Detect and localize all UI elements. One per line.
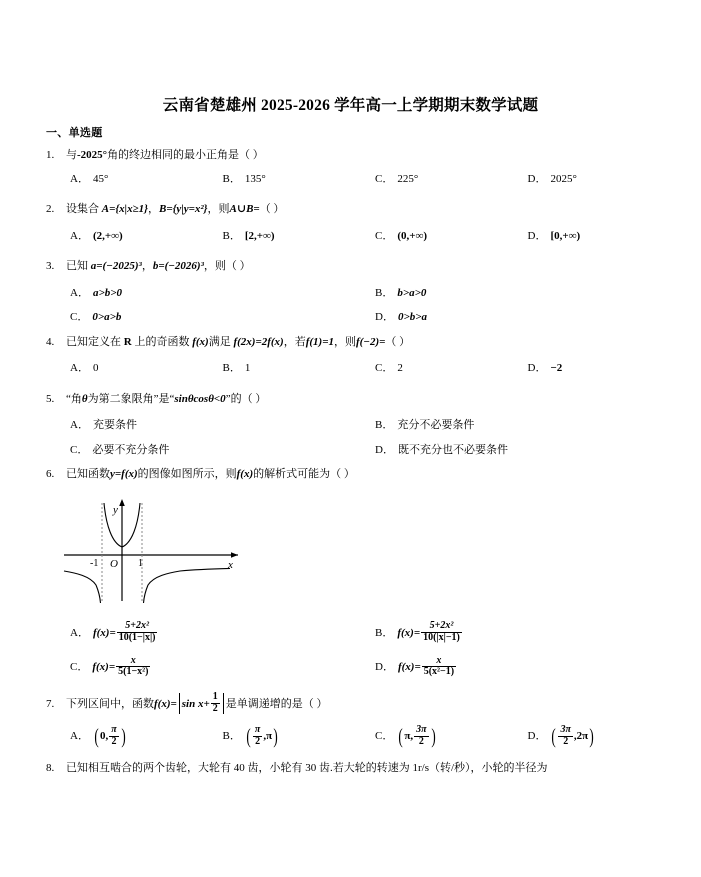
option-letter: C．	[375, 172, 394, 185]
q2-set-b: B={y|y=x²}	[158, 203, 208, 215]
question-2-options	[46, 228, 656, 245]
option-row[interactable]	[199, 228, 352, 245]
q5-p3: ”的（ ）	[225, 392, 267, 405]
interval-right: ,2π	[573, 730, 589, 743]
fraction-numerator: x	[116, 656, 150, 668]
option-row[interactable]	[46, 417, 351, 434]
option-row[interactable]	[46, 622, 351, 645]
option-row[interactable]	[46, 309, 351, 326]
y-axis-label: y	[113, 503, 118, 516]
interval-right: ,π	[263, 730, 273, 743]
function-graph-figure	[60, 493, 656, 610]
function-graph-svg	[60, 493, 250, 605]
option-text: 0>b>a	[397, 311, 427, 323]
q2-then: ，则	[207, 203, 230, 215]
option-row-group	[46, 442, 656, 459]
paren-left: (	[94, 724, 99, 749]
q4-p2: 上的奇函数	[134, 335, 190, 348]
question-3	[46, 258, 656, 326]
question-7-options	[46, 725, 656, 748]
option-letter: B．	[222, 229, 241, 242]
fraction-denominator: 5(1−x²)	[118, 666, 149, 678]
q5-p2: 为第二象限角”是“	[87, 392, 175, 405]
x-axis-label: x	[228, 558, 233, 571]
option-row[interactable]	[351, 417, 656, 434]
q1-suffix: 角的终边相同的最小正角是（ ）	[107, 149, 264, 161]
option-letter: A．	[70, 286, 89, 299]
fraction-denominator: 10(1−|x|)	[118, 631, 156, 643]
option-text: 充分不必要条件	[397, 419, 475, 431]
q2-set-a: A={x|x≥1}	[101, 203, 148, 215]
q7-fraction	[211, 692, 220, 715]
q1-angle: -2025°	[77, 149, 108, 161]
q7-inner-expr: sin x+	[181, 697, 210, 710]
q6-p3: 的解析式可能为（ ）	[253, 468, 355, 480]
fraction-numerator: π	[254, 723, 261, 735]
option-row[interactable]	[46, 442, 351, 459]
option-row[interactable]	[504, 725, 657, 748]
option-row[interactable]	[199, 360, 352, 377]
interval-fraction	[414, 725, 428, 748]
question-4	[46, 334, 656, 377]
option-text: 225°	[397, 172, 419, 185]
option-fraction	[117, 621, 158, 644]
option-letter: D．	[527, 172, 547, 185]
curve-left-branch	[64, 571, 101, 603]
option-letter: D．	[375, 443, 394, 456]
q3-lead: 已知	[66, 260, 88, 272]
curve-right-branch	[144, 568, 231, 603]
option-row-group	[46, 656, 656, 679]
fraction-denominator: 2	[418, 735, 424, 747]
option-row-group	[46, 622, 656, 645]
q2-expr: A∪B=	[229, 203, 260, 215]
question-5-options	[46, 417, 656, 458]
q3-a-def: a=(−2025)³	[90, 260, 142, 272]
option-row[interactable]	[504, 360, 657, 377]
option-text: 2	[397, 362, 403, 374]
q2-comma: ，	[147, 203, 159, 215]
question-8	[46, 760, 656, 777]
q4-p3: 满足	[208, 335, 231, 348]
question-6-options	[46, 622, 656, 679]
fraction-numerator: π	[111, 723, 117, 735]
option-text: a>b>0	[92, 286, 122, 299]
interval-notation	[397, 725, 436, 748]
question-5-number: 5.	[46, 392, 55, 405]
option-row[interactable]	[351, 285, 656, 302]
q6-p1: 已知函数	[66, 468, 110, 480]
q5-p1: “角	[66, 392, 82, 405]
question-1-number: 1.	[46, 149, 55, 161]
option-lhs: f(x)=	[397, 661, 421, 674]
option-text: (2,+∞)	[92, 229, 123, 242]
option-letter: A．	[70, 362, 89, 374]
question-6-number: 6.	[46, 468, 55, 480]
option-lhs: f(x)=	[92, 626, 116, 639]
option-text: (0,+∞)	[397, 229, 428, 242]
question-7-number: 7.	[46, 697, 55, 710]
question-4-stem	[46, 334, 656, 351]
option-letter: C．	[70, 311, 89, 323]
interval-fraction	[558, 725, 572, 748]
exam-content	[46, 124, 656, 780]
option-letter: D．	[527, 362, 547, 374]
question-5-text	[66, 391, 656, 408]
interval-notation	[550, 725, 595, 748]
option-lhs: f(x)=	[92, 661, 116, 674]
question-7-stem	[46, 693, 656, 716]
page-title: 云南省楚雄州 2025-2026 学年高一上学期期末数学试题	[162, 97, 539, 114]
option-row[interactable]	[46, 171, 199, 188]
option-row[interactable]	[46, 656, 351, 679]
option-row[interactable]	[351, 171, 504, 188]
q2-lead: 设集合	[66, 203, 99, 215]
option-letter: A．	[70, 172, 89, 185]
option-row[interactable]	[46, 725, 199, 748]
q7-func-lhs: f(x)=	[154, 697, 177, 710]
q7-p1: 下列区间中，函数	[66, 697, 154, 710]
paren-right: )	[273, 724, 278, 749]
option-text: 既不充分也不必要条件	[397, 443, 508, 456]
option-letter: C．	[375, 229, 394, 242]
question-7	[46, 693, 656, 748]
q4-p1: 已知定义在	[66, 335, 121, 348]
fraction-numerator: 1	[212, 691, 218, 703]
option-text: 充要条件	[92, 419, 137, 431]
question-8-text: 已知相互啮合的两个齿轮，大轮有 40 齿，小轮有 30 齿.若大轮的转速为 1r/s（转/秒），小轮的半径为	[66, 761, 548, 774]
option-letter: D．	[375, 661, 394, 674]
option-letter: C．	[375, 730, 394, 743]
question-1-text	[66, 147, 656, 164]
fraction-denominator: 10(|x|−1)	[423, 631, 460, 643]
option-row[interactable]	[351, 309, 656, 326]
question-1-stem	[46, 147, 656, 164]
option-row[interactable]	[46, 228, 199, 245]
option-letter: C．	[375, 362, 394, 374]
q4-func: f(x)	[192, 335, 209, 348]
paren-right: )	[589, 724, 594, 749]
paren-left: (	[398, 724, 404, 749]
question-3-number: 3.	[46, 260, 55, 272]
option-text: 135°	[244, 172, 266, 185]
q1-prefix: 与	[66, 149, 77, 161]
option-row[interactable]	[504, 171, 657, 188]
option-row[interactable]	[351, 360, 504, 377]
paren-left: (	[551, 724, 557, 749]
fraction-numerator: 3π	[560, 723, 571, 735]
interval-left: 0,	[99, 730, 109, 743]
option-letter: B．	[222, 730, 241, 743]
question-1	[46, 147, 656, 187]
interval-left: π,	[404, 730, 414, 743]
fraction-numerator: 3π	[416, 723, 427, 735]
option-fraction	[422, 656, 456, 679]
question-5	[46, 391, 656, 459]
q4-p4: ，若	[283, 335, 306, 348]
option-text: 必要不充分条件	[92, 443, 170, 456]
interval-fraction	[253, 725, 262, 748]
option-row[interactable]	[351, 725, 504, 748]
option-row[interactable]	[504, 228, 657, 245]
option-row[interactable]	[351, 656, 656, 679]
option-letter: A．	[70, 419, 89, 431]
option-row-group	[46, 309, 656, 326]
option-letter: B．	[375, 419, 394, 431]
option-text: −2	[550, 362, 563, 374]
question-4-number: 4.	[46, 335, 55, 348]
question-2	[46, 201, 656, 244]
question-2-stem	[46, 201, 656, 218]
x-axis-arrow	[231, 552, 238, 558]
question-6-stem	[46, 466, 656, 483]
option-letter: D．	[527, 730, 547, 743]
fraction-denominator: 2	[255, 735, 261, 747]
question-2-text	[66, 201, 656, 218]
interval-notation	[245, 725, 279, 748]
fraction-denominator: 2	[111, 735, 117, 747]
q4-f1: f(1)=1	[305, 335, 334, 348]
option-letter: B．	[222, 362, 241, 374]
q5-condition: sinθcosθ<0	[174, 392, 226, 405]
q6-p2: 的图像如图所示，则	[137, 468, 237, 480]
option-row[interactable]	[351, 228, 504, 245]
option-row[interactable]	[351, 622, 656, 645]
option-fraction	[116, 656, 150, 679]
paren-right: )	[430, 724, 436, 749]
q6-f-expr: f(x)	[236, 468, 254, 480]
option-letter: A．	[70, 730, 89, 743]
option-letter: B．	[375, 286, 394, 299]
paren-left: (	[246, 724, 251, 749]
y-axis-arrow	[119, 499, 125, 506]
fraction-denominator: 5(x²−1)	[423, 666, 455, 678]
interval-notation	[93, 725, 127, 748]
option-fraction	[421, 621, 462, 644]
question-2-number: 2.	[46, 203, 55, 215]
q4-p5: ，则	[333, 335, 356, 348]
option-text: 2025°	[550, 172, 577, 185]
q2-end: （ ）	[259, 203, 285, 215]
question-3-stem	[46, 258, 656, 275]
option-text: 0	[92, 362, 99, 374]
q4-p6: （ ）	[385, 335, 411, 348]
option-row[interactable]	[46, 285, 351, 302]
abs-bar-right	[223, 693, 224, 714]
question-8-number: 8.	[46, 761, 55, 774]
option-letter: B．	[222, 172, 241, 185]
q4-domain: R	[123, 335, 132, 348]
option-row[interactable]	[199, 725, 352, 748]
q4-equation: f(2x)=2f(x)	[233, 335, 284, 348]
abs-bar-left	[179, 693, 180, 714]
option-text: 45°	[92, 172, 109, 185]
question-5-stem	[46, 391, 656, 408]
section-heading: 一、单选题	[46, 127, 103, 139]
option-text: [0,+∞)	[550, 229, 581, 242]
interval-fraction	[109, 725, 118, 748]
option-letter: C．	[70, 661, 89, 674]
option-text: b>a>0	[397, 286, 427, 299]
fraction-numerator: x	[422, 656, 456, 668]
origin-label: O	[110, 557, 118, 570]
option-row[interactable]	[46, 360, 199, 377]
option-text: 1	[244, 362, 251, 374]
tick-label-minus-one: -1	[90, 557, 99, 569]
q5-theta: θ	[81, 392, 88, 405]
fraction-numerator: 5+2x²	[117, 621, 158, 633]
q3-end: ，则（ ）	[203, 260, 251, 272]
question-3-text	[66, 258, 656, 275]
q7-p2: 是单调递增的是（ ）	[225, 697, 328, 710]
option-letter: D．	[527, 229, 547, 242]
question-4-text	[66, 334, 656, 351]
option-letter: A．	[70, 626, 89, 639]
question-3-options	[46, 285, 656, 326]
paren-right: )	[121, 724, 126, 749]
option-row-group	[46, 285, 656, 302]
option-row[interactable]	[351, 442, 656, 459]
option-letter: D．	[375, 311, 394, 323]
fraction-denominator: 2	[563, 735, 569, 747]
fraction-denominator: 2	[212, 702, 218, 714]
tick-label-one: 1	[138, 557, 143, 569]
q3-comma: ，	[141, 260, 153, 272]
option-text: 0>a>b	[92, 311, 122, 323]
option-letter: B．	[375, 626, 394, 639]
option-letter: A．	[70, 229, 89, 242]
question-7-text	[66, 693, 656, 716]
question-4-options	[46, 360, 656, 377]
option-text: [2,+∞)	[244, 229, 275, 242]
fraction-numerator: 5+2x²	[421, 621, 462, 633]
q4-target: f(−2)=	[355, 335, 386, 348]
option-row-group	[46, 417, 656, 434]
option-row[interactable]	[199, 171, 352, 188]
q6-y-expr: y=f(x)	[110, 468, 138, 480]
question-8-stem	[46, 760, 656, 777]
question-6-text	[66, 466, 656, 483]
question-6	[46, 466, 656, 679]
question-1-options	[46, 171, 656, 188]
option-lhs: f(x)=	[397, 626, 421, 639]
q3-b-def: b=(−2026)³	[152, 260, 204, 272]
option-letter: C．	[70, 443, 89, 456]
